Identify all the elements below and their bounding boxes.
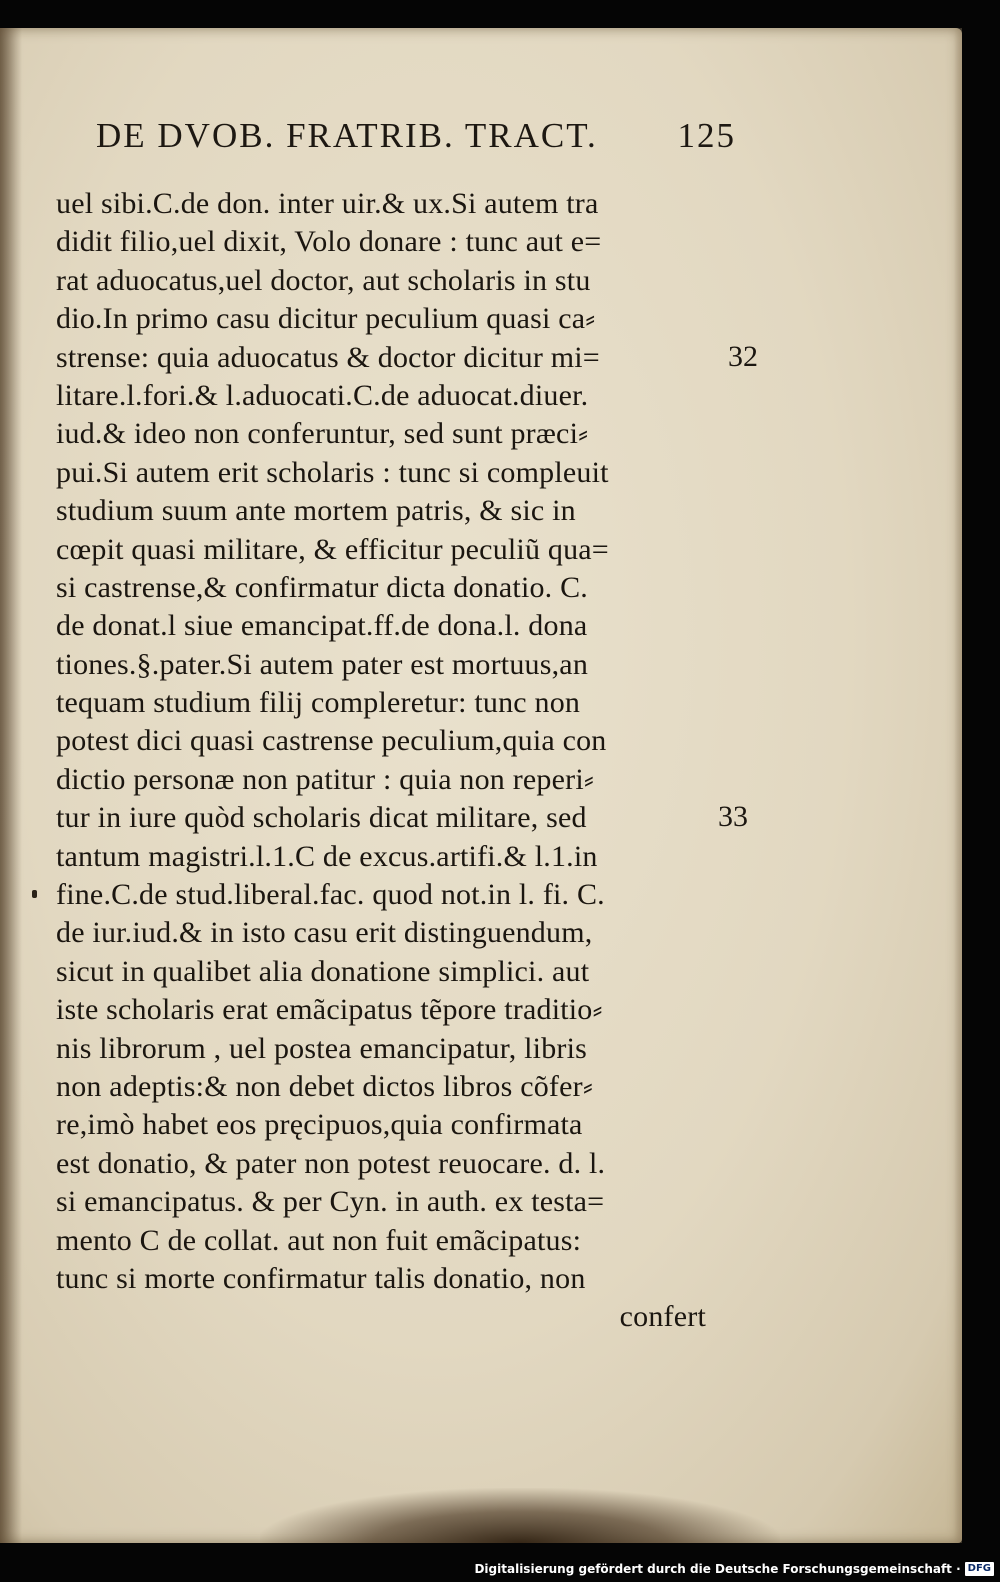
text-line: cœpit quasi militare, & efficitur peculiũ qua=: [56, 532, 609, 566]
book-page: [0, 28, 962, 1543]
text-line: potest dici quasi castrense peculium,quia con: [56, 724, 607, 758]
text-line: dio.In primo casu dicitur peculium quasi ca⸗: [56, 302, 596, 336]
text-line: dictio personæ non patitur : quia non reperi⸗: [56, 762, 595, 796]
text-line: iud.& ideo non conferuntur, sed sunt præci⸗: [56, 417, 589, 451]
text-line: pui.Si autem erit scholaris : tunc si compleuit: [56, 455, 609, 489]
text-line: re,imò habet eos pręcipuos,quia confirmata: [56, 1108, 583, 1142]
digitization-footer: [474, 1560, 994, 1578]
text-line: tunc si morte confirmatur talis donatio, non: [56, 1261, 586, 1295]
dfg-logo: DFG: [965, 1562, 994, 1576]
text-line: nis librorum , uel postea emancipatur, libris: [56, 1031, 588, 1065]
text-line: iste scholaris erat emãcipatus tẽpore traditio⸗: [56, 993, 603, 1027]
text-line: si castrense,& confirmatur dicta donatio. C.: [56, 570, 588, 604]
text-line: si emancipatus. & per Cyn. in auth. ex testa=: [56, 1185, 605, 1219]
page-edge: [954, 28, 962, 1543]
text-line: uel sibi.C.de don. inter uir.& ux.Si autem tra: [56, 187, 599, 220]
page-damage-stain: [260, 1488, 780, 1543]
text-line: tequam studium filij compleretur: tunc non: [56, 686, 581, 720]
text-line: sicut in qualibet alia donatione simplici. aut: [56, 954, 590, 988]
text-line: mento C de collat. aut non fuit emãcipatus:: [56, 1223, 582, 1257]
catchword: confert: [619, 1300, 706, 1334]
text-line: fine.C.de stud.liberal.fac. quod not.in l. fi. C.: [56, 878, 605, 912]
text-line: studium suum ante mortem patris, & sic in: [56, 494, 576, 528]
margin-mark: [32, 890, 37, 898]
text-line: de iur.iud.& in isto casu erit distinguendum,: [56, 916, 593, 950]
body-text: [56, 185, 716, 1337]
text-line: didit filio,uel dixit, Volo donare : tunc aut e=: [56, 225, 602, 259]
text-line: litare.l.fori.& l.aduocati.C.de aduocat.diuer.: [56, 378, 589, 412]
text-line: rat aduocatus,uel doctor, aut scholaris in stu: [56, 263, 591, 297]
footer-text: Digitalisierung gefördert durch die Deutsche Forschungsgemeinschaft ·: [474, 1562, 961, 1576]
text-line: est donatio, & pater non potest reuocare. d. l.: [56, 1146, 606, 1180]
text-line: strense: quia aduocatus & doctor dicitur mi=: [56, 340, 600, 374]
page-gutter-shadow: [0, 28, 22, 1543]
text-line: tiones.§.pater.Si autem pater est mortuus,an: [56, 647, 589, 681]
running-head-title: DE DVOB. FRATRIB. TRACT.: [96, 116, 598, 155]
text-line: tur in iure quòd scholaris dicat militare, sed: [56, 801, 587, 835]
margin-number: 32: [728, 340, 758, 373]
page-number: 125: [677, 116, 736, 155]
running-head: [96, 116, 736, 160]
margin-number: 33: [718, 800, 748, 833]
text-line: tantum magistri.l.1.C de excus.artifi.& l.1.in: [56, 839, 598, 873]
text-line: non adeptis:& non debet dictos libros cõfer⸗: [56, 1069, 594, 1103]
text-line: de donat.l siue emancipat.ff.de dona.l. dona: [56, 609, 588, 643]
